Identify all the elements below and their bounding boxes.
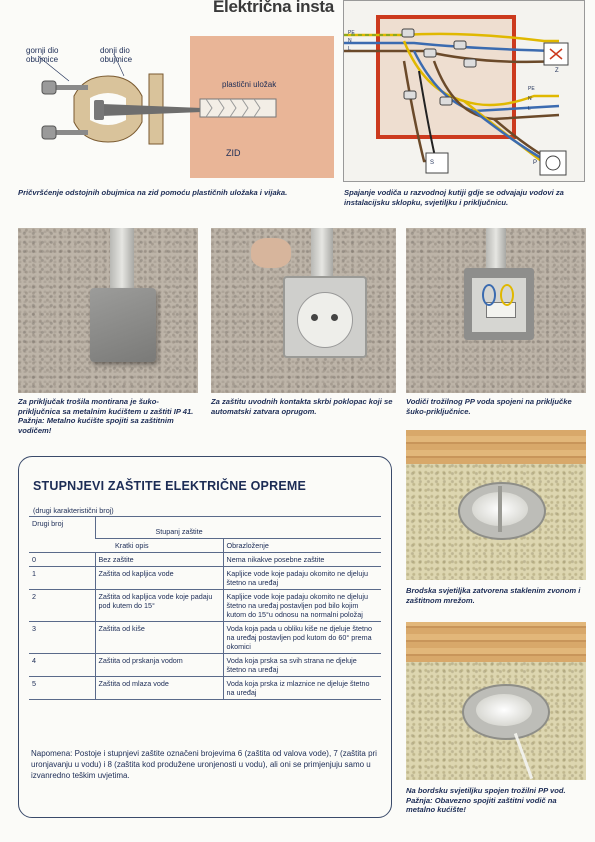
row-num: 3 — [29, 622, 95, 654]
photo-socket-open — [211, 228, 396, 393]
row-obraz: Voda koja prska iz mlaznice ne djeluje štetno na uređaj — [223, 677, 381, 700]
wire-label-l: L — [348, 46, 351, 52]
wire-label-n-right: N — [528, 96, 532, 102]
label-wall: ZID — [226, 148, 241, 158]
row-num: 2 — [29, 590, 95, 622]
row-opis: Bez zaštite — [95, 553, 223, 567]
photo-ship-lamp — [406, 430, 586, 580]
socket-label: P — [533, 160, 538, 166]
row-opis: Zaštita od kiše — [95, 622, 223, 654]
header-stupanj: Stupanj zaštite — [95, 517, 381, 539]
photo-socket-closed — [18, 228, 198, 393]
photo-socket-wired — [406, 228, 586, 393]
wire-label-n: N — [348, 38, 352, 44]
table-row — [29, 553, 381, 567]
row-obraz: Kapljice vode koje padaju okomito ne djeluju štetno na uređaj — [223, 567, 381, 590]
header-kratki-opis: Kratki opis — [95, 539, 223, 553]
table-row — [29, 567, 381, 590]
wire-label-pe-right: PE — [528, 86, 535, 92]
row-num: 0 — [29, 553, 95, 567]
caption-socket-wired: Vodiči trožilnog PP voda spojeni na priključke šuko-priključnice. — [406, 397, 572, 416]
row-opis: Zaštita od mlaza vode — [95, 677, 223, 700]
wire-label-pe: PE — [348, 30, 355, 36]
caption-socket-open: Za zaštitu uvodnih kontakta skrbi poklopac koji se automatski zatvara oprugom. — [211, 397, 393, 416]
row-num: 5 — [29, 677, 95, 700]
table-row — [29, 590, 381, 622]
label-upper-clip: gornji dio obujmice — [26, 46, 59, 64]
row-obraz: Kapljice vode koje padaju okomito ne djeluju štetno na uređaj postavljen pod bilo kojim kutom do 15°u odnosu na normalni položaj — [223, 590, 381, 622]
caption-socket-closed: Za priključak trošila montirana je šuko-priključnica sa metalnim kućištem u zaštiti IP 41. Pažnja: Metalno kućište spojiti sa zaštitnim vodičem! — [18, 397, 194, 435]
lamp-label: Z — [555, 68, 559, 74]
page-title: Električna insta — [213, 0, 334, 16]
photo-ship-lamp-wired — [406, 622, 586, 780]
switch-label: S — [430, 160, 435, 166]
row-opis: Zaštita od kapljica vode — [95, 567, 223, 590]
wiring-diagram — [343, 0, 585, 182]
row-num: 4 — [29, 654, 95, 677]
table-title: STUPNJEVI ZAŠTITE ELEKTRIČNE OPREME — [33, 479, 307, 493]
wire-label-l-right: L — [528, 106, 531, 112]
table-header-row — [29, 517, 381, 539]
caption-ship-lamp-wired: Na bordsku svjetiljku spojen trožilni PP vod. Pažnja: Obavezno spojiti zaštitni vodič na metalno kućište! — [406, 786, 566, 815]
label-plastic-anchor: plastični uložak — [222, 80, 277, 89]
protection-table-box — [18, 456, 392, 818]
header-obrazlozenje: Obrazloženje — [223, 539, 381, 553]
row-opis: Zaštita od kapljica vode koje padaju pod kutem do 15° — [95, 590, 223, 622]
row-obraz: Nema nikakve posebne zaštite — [223, 553, 381, 567]
table-row — [29, 677, 381, 700]
caption-ship-lamp: Brodska svjetiljka zatvorena staklenim zvonom i zaštitnom mrežom. — [406, 586, 581, 605]
protection-table — [29, 516, 381, 700]
table-note: Napomena: Postoje i stupnjevi zaštite označeni brojevima 6 (zaštita od valova vode), 7 (zaštita pri uronjavanju u vodu) i 8 (zaštita kod produžene uronjenosti u vodu), ali oni se primjenjuju samo u izvanredno teškim uvjetima. — [31, 749, 377, 780]
caption-fixing: Pričvršćenje odstojnih obujmica na zid pomoću plastičnih uložaka i vijaka. — [18, 188, 288, 197]
caption-wiring: Spajanje vodiča u razvodnoj kutiji gdje se odvajaju vodovi za instalacijsku sklopku, svjetiljku i priključnicu. — [344, 188, 564, 207]
row-obraz: Voda koja prska sa svih strana ne djeluje štetno na uređaj — [223, 654, 381, 677]
row-opis: Zaštita od prskanja vodom — [95, 654, 223, 677]
table-row — [29, 654, 381, 677]
table-row — [29, 622, 381, 654]
label-lower-clip: donji dio obujmice — [100, 46, 133, 64]
wiring-diagram-svg — [344, 1, 584, 181]
row-num: 1 — [29, 567, 95, 590]
header-drugi-broj: Drugi broj — [29, 517, 95, 553]
row-obraz: Voda koja pada u obliku kiše ne djeluje štetno na uređaj postavljen pod kutom do 60° prema okomici — [223, 622, 381, 654]
table-subtitle: (drugi karakteristični broj) — [33, 506, 114, 515]
